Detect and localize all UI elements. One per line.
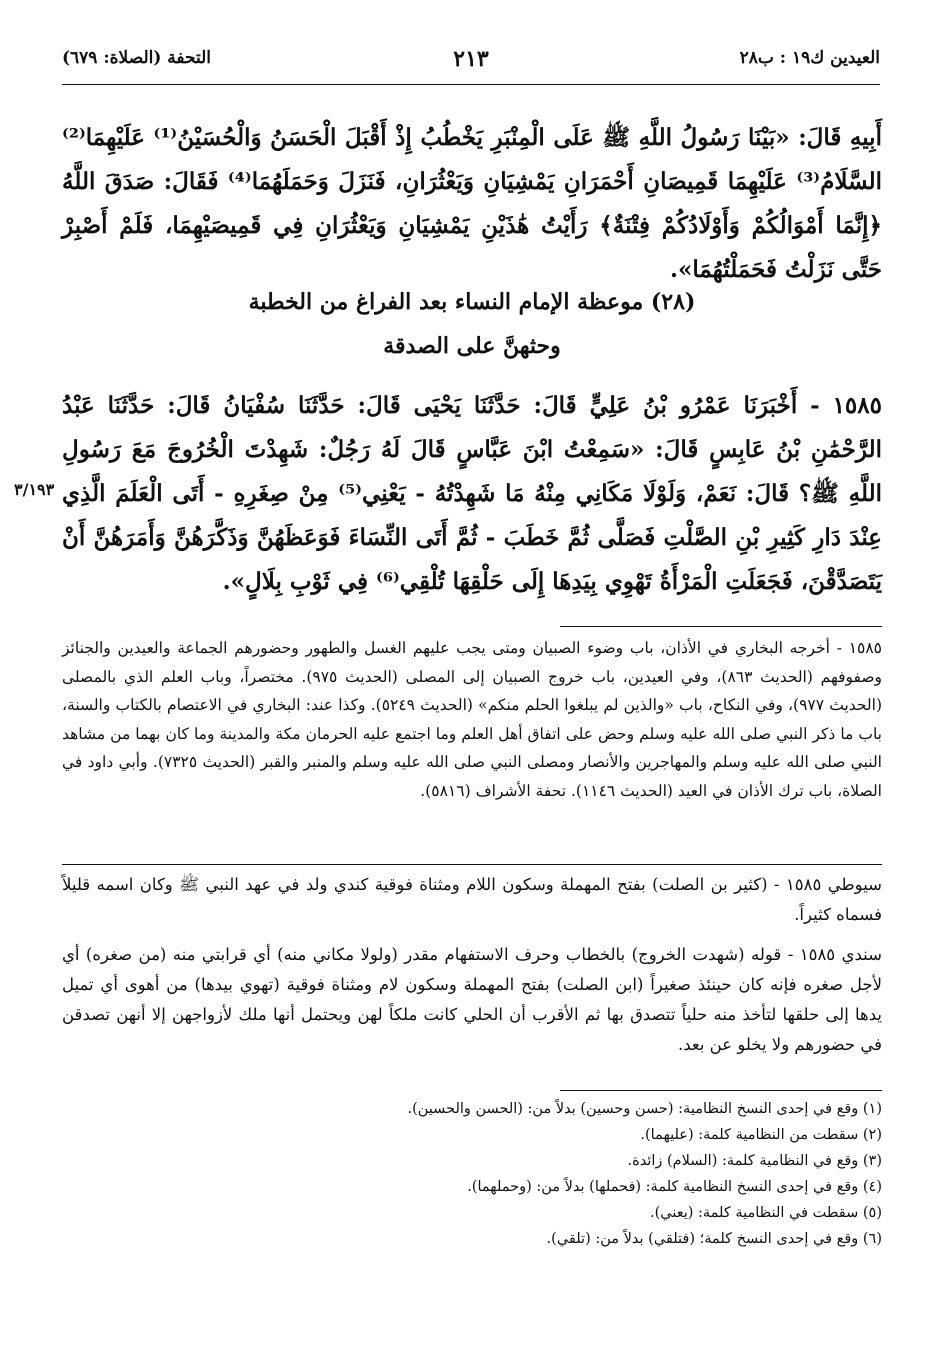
commentary-divider [62, 864, 882, 865]
header-tuhfa-ref: التحفة (الصلاة: ٦٧٩) [62, 48, 212, 68]
footnote-6: (٦) وقع في إحدى النسخ كلمة؛ (فتلقي) بدلاً من: (تلقي). [546, 1231, 882, 1247]
footnotes [62, 1096, 882, 1252]
footnote-1: (١) وقع في إحدى النسخ النظامية: (حسن وحسين) بدلاً من: (الحسن والحسين). [407, 1101, 882, 1117]
page-header [62, 44, 880, 85]
top-passage: أَبِيهِ قَالَ: «بَيْنَا رَسُولُ اللَّهِ ﷺ عَلَى الْمِنْبَرِ يَخْطُبُ إِذْ أَقْبَلَ الْحَسَنُ وَالْحُسَيْنُ⁽¹⁾ عَلَيْهِمَا⁽²⁾ السَّلَامُ⁽³⁾ عَلَيْهِمَا قَمِيصَانِ أَحْمَرَانِ يَمْشِيَانِ وَيَعْثُرَانِ، فَنَزَلَ وَحَمَلَهُمَا⁽⁴⁾ فَقَالَ: صَدَقَ اللَّهُ ﴿إِنَّمَا أَمْوَالُكُمْ وَأَوْلَادُكُمْ فِتْنَةٌ﴾ رَأَيْتُ هَٰذَيْنِ يَمْشِيَانِ وَيَعْثُرَانِ فِي قَمِيصَيْهِمَا، فَلَمْ أَصْبِرْ حَتَّى نَزَلْتُ فَحَمَلْتُهُمَا». [62, 124, 882, 283]
section-heading-line1: (٢٨) موعظة الإمام النساء بعد الفراغ من الخطبة [248, 289, 696, 315]
page-number: ٢١٣ [453, 46, 489, 72]
takhrij-note: ١٥٨٥ - أخرجه البخاري في الأذان، باب وضوء الصبيان ومتى يجب عليهم الغسل والطهور وحضورهم الجماعة والعيدين والجنائز وصفوفهم (الحديث ٨٦٣)، وفي العيدين، باب خروج الصبيان إلى المصلى (الحديث ٩٧٥). مختصراً، وباب العلم الذي بالمصلى (الحديث ٩٧٧)، وفي النكاح، باب «والذين لم يبلغوا الحلم منكم» (الحديث ٥٢٤٩). وكذا عند: البخاري في الاعتصام بالكتاب والسنة، باب ما ذكر النبي صلى الله عليه وسلم وحض على اتفاق أهل العلم وما اجتمع عليه الحرمان مكة والمدينة وما كان بهما من مشاهد النبي صلى الله عليه وسلم والمهاجرين والأنصار ومصلى النبي صلى الله عليه وسلم والمنبر والقبر (الحديث ٧٣٢٥). وأبي داود في الصلاة، باب ترك الأذان في العيد (الحديث ١١٤٦). تحفة الأشراف (٥٨١٦). [62, 639, 882, 800]
footnote-2: (٢) سقطت من النظامية كلمة: (عليهما). [640, 1127, 882, 1143]
sindi-commentary: سندي ١٥٨٥ - قوله (شهدت الخروج) بالخطاب وحرف الاستفهام مقدر (ولولا مكاني منه) أي قرابتي منه (من صغره) أي لأجل صغره فإنه كان حينئذ صغيراً (ابن الصلت) بفتح المهملة وسكون لام ومثناة فوقية (تهوي بيدها) من أهوى أي تميل يدها إلى حلقها لتأخذ منه حلياً تتصدق بها ثم الأقرب أن الحلي كانت ملكاً لهن ويحتمل أنها ملك لأزواجهن إلا أنهن تصدقن في حضورهم ولا يخلو عن بعد. [62, 945, 882, 1054]
hadith-divider [560, 626, 882, 627]
footnotes-divider [560, 1090, 882, 1091]
section-heading-line2: وحثهنَّ على الصدقة [383, 333, 561, 359]
header-chapter-ref: العيدين ك١٩ : ب٢٨ [739, 48, 880, 68]
suyuti-commentary: سيوطي ١٥٨٥ - (كثير بن الصلت) بفتح المهملة وسكون اللام ومثناة فوقية كندي ولد في عهد النبي ﷺ وكان اسمه قليلاً فسماه كثيراً. [62, 875, 883, 924]
footnote-4: (٤) وقع في إحدى النسخ النظامية كلمة: (فحملها) بدلاً من: (وحملهما). [467, 1179, 882, 1195]
footnote-5: (٥) سقطت في النظامية كلمة: (يعني). [649, 1205, 882, 1221]
footnote-3: (٣) وقع في النظامية كلمة: (السلام) زائدة. [627, 1153, 882, 1169]
margin-reference: ٣/١٩٣ [14, 480, 55, 499]
hadith-1585: ١٥٨٥ - أَخْبَرَنَا عَمْرُو بْنُ عَلِيٍّ قَالَ: حَدَّثَنَا يَحْيَى قَالَ: حَدَّثَنَا سُفْيَانُ قَالَ: حَدَّثَنَا عَبْدُ الرَّحْمَٰنِ بْنُ عَابِسٍ قَالَ: «سَمِعْتُ ابْنَ عَبَّاسٍ قَالَ لَهُ رَجُلٌ: شَهِدْتَ الْخُرُوجَ مَعَ رَسُولِ اللَّهِ ﷺ؟ قَالَ: نَعَمْ، وَلَوْلَا مَكَانِي مِنْهُ مَا شَهِدْتُهُ - يَعْنِي⁽⁵⁾ مِنْ صِغَرِهِ - أَتَى الْعَلَمَ الَّذِي عِنْدَ دَارِ كَثِيرِ بْنِ الصَّلْتِ فَصَلَّى ثُمَّ خَطَبَ - ثُمَّ أَتَى النِّسَاءَ فَوَعَظَهُنَّ وَذَكَّرَهُنَّ وَأَمَرَهُنَّ أَنْ يَتَصَدَّقْنَ، فَجَعَلَتِ الْمَرْأَةُ تَهْوِي بِيَدِهَا إِلَى حَلْقِهَا تُلْقِي⁽⁶⁾ فِي ثَوْبِ بِلَالٍ». [62, 392, 882, 595]
